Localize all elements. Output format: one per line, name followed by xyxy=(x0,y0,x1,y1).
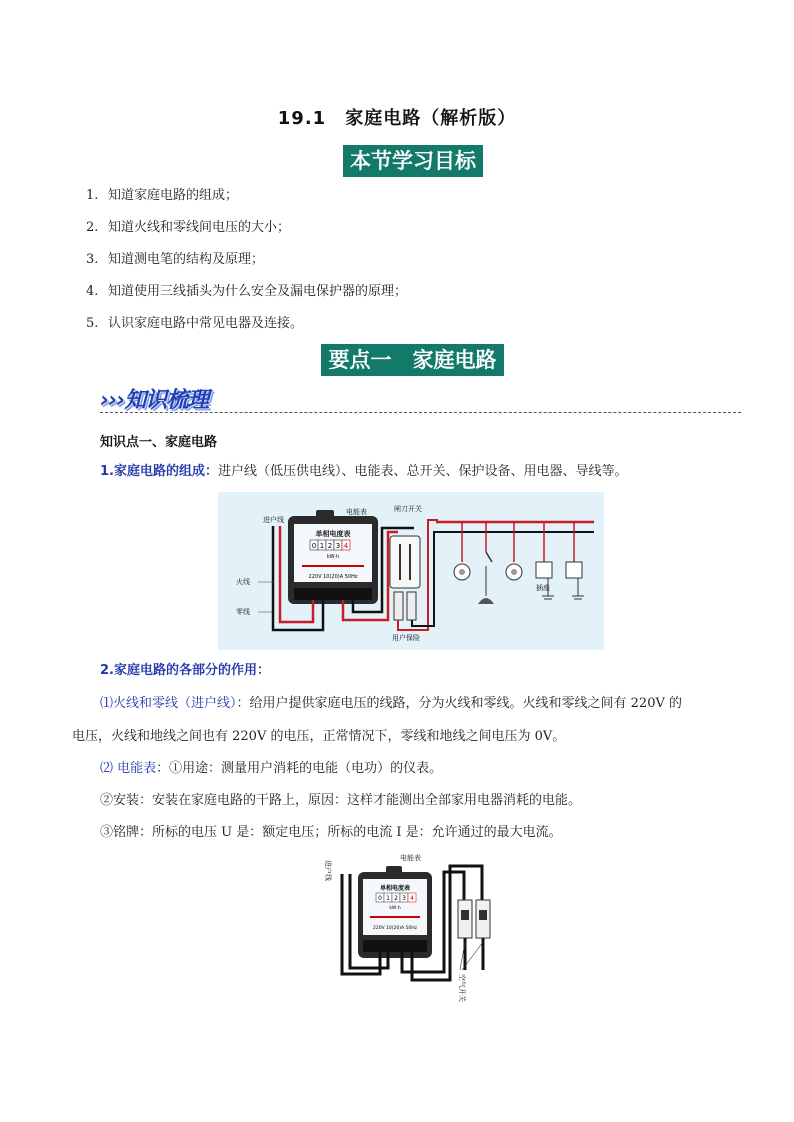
meter-digit: 3 xyxy=(402,895,406,902)
live-neutral-label: ⑴火线和零线（进户线） xyxy=(100,696,237,711)
meter-digit: 4 xyxy=(343,542,349,550)
meter-install-text: ②安装：安装在家庭电路的干路上，原因：这样才能测出全部家用电器消耗的电能。 xyxy=(100,793,582,808)
air-switch-label: 空气开关 xyxy=(458,974,466,1002)
functions-heading: 2.家庭电路的各部分的作用： xyxy=(100,663,270,678)
meter-digit: 0 xyxy=(311,542,317,550)
page-title: 19.1 家庭电路（解析版） xyxy=(277,108,517,129)
list-item xyxy=(86,282,407,314)
meter-hook xyxy=(316,510,334,520)
inlet-label: 进户线 xyxy=(324,860,332,881)
meter-digit: 1 xyxy=(386,895,390,902)
knife-switch xyxy=(390,536,420,588)
keypoint-banner: 要点一 家庭电路 xyxy=(321,344,504,376)
goal-number: 4. xyxy=(86,284,99,299)
inlet-label: 进户线 xyxy=(263,516,284,524)
list-item xyxy=(86,186,407,218)
fuse-label: 用户保险 xyxy=(392,634,420,642)
composition-text: 进户线（低压供电线）、电能表、总开关、保护设备、用电器、导线等。 xyxy=(217,464,628,479)
meter-digit: 3 xyxy=(335,542,341,550)
goal-text: 认识家庭电路中常见电器及连接。 xyxy=(108,316,304,331)
meter-hook xyxy=(386,866,402,876)
learning-goals-banner: 本节学习目标 xyxy=(343,145,483,177)
composition-paragraph xyxy=(100,462,628,482)
goals-list xyxy=(86,186,407,346)
socket-2 xyxy=(566,522,584,599)
meter-terminal xyxy=(294,588,372,600)
list-item xyxy=(86,314,407,346)
air-switch-lever xyxy=(479,910,487,920)
goal-text: 知道测电笔的结构及原理； xyxy=(108,252,265,267)
household-circuit-diagram xyxy=(218,492,604,650)
pendant-lamp xyxy=(478,522,494,604)
functions-paragraph-1 xyxy=(100,694,682,714)
list-item xyxy=(86,218,407,250)
meter-rating: 220V 10(20)A 50Hz xyxy=(308,574,358,580)
goal-number: 1. xyxy=(86,188,99,203)
meter-unit: kW·h xyxy=(326,554,340,560)
meter-label: 电能表 xyxy=(346,508,367,516)
divider xyxy=(100,412,741,413)
meter-section-label: ⑵ 电能表 xyxy=(100,761,157,776)
meter-nameplate-text: ③铭牌：所标的电压 U 是：额定电压；所标的电流 I 是：允许通过的最大电流。 xyxy=(100,825,562,840)
meter-air-switch-figure xyxy=(318,852,496,1018)
meter-digit: 1 xyxy=(319,542,325,550)
socket-label: 插座 xyxy=(536,584,550,592)
meter-title: 单相电度表 xyxy=(379,885,411,892)
knowledge-header xyxy=(100,383,741,413)
meter-use-text: ：①用途：测量用户消耗的电能（电功）的仪表。 xyxy=(156,761,443,776)
switch-label: 闸刀开关 xyxy=(394,505,422,513)
functions-paragraph-2 xyxy=(100,759,442,779)
goal-text: 知道使用三线插头为什么安全及漏电保护器的原理； xyxy=(108,284,408,299)
meter-rating: 220V 10(20)A 50Hz xyxy=(372,926,418,931)
goal-text: 知道家庭电路的组成； xyxy=(108,188,239,203)
meter-digits xyxy=(376,893,416,902)
meter-label: 电能表 xyxy=(400,854,421,862)
goal-number: 2. xyxy=(86,220,99,235)
fuse xyxy=(407,592,416,620)
section-label: 知识点一、家庭电路 xyxy=(100,435,218,450)
neutral-bus xyxy=(412,532,594,626)
meter-digit: 4 xyxy=(410,895,414,902)
knowledge-logo: ›››知识梳理 xyxy=(100,388,209,413)
meter-title: 单相电度表 xyxy=(315,530,351,538)
fuse xyxy=(394,592,403,620)
composition-heading: 1.家庭电路的组成： xyxy=(100,464,218,479)
goal-text: 知道火线和零线间电压的大小； xyxy=(108,220,291,235)
lamp-1 xyxy=(454,522,470,580)
meter-air-switch-diagram xyxy=(318,852,496,1018)
goal-number: 3. xyxy=(86,252,99,267)
household-circuit-figure xyxy=(218,492,604,650)
functions-paragraph-1-cont: 电压，火线和地线之间也有 220V 的电压，正常情况下，零线和地线之间电压为 0V。 xyxy=(72,729,566,744)
meter-unit: kW·h xyxy=(389,906,401,911)
air-switch-lever xyxy=(461,910,469,920)
meter-terminal xyxy=(363,940,427,952)
goal-number: 5. xyxy=(86,316,99,331)
live-label: 火线 xyxy=(236,578,250,586)
meter-digit: 2 xyxy=(394,895,398,902)
list-item xyxy=(86,250,407,282)
meter-digit: 0 xyxy=(378,895,382,902)
lamp-2 xyxy=(506,522,522,580)
meter-digit: 2 xyxy=(327,542,333,550)
meter-digits xyxy=(310,540,350,550)
neutral-label: 零线 xyxy=(236,608,250,616)
live-neutral-text: ：给用户提供家庭电压的线路，分为火线和零线。火线和零线之间有 220V 的 xyxy=(236,696,682,711)
